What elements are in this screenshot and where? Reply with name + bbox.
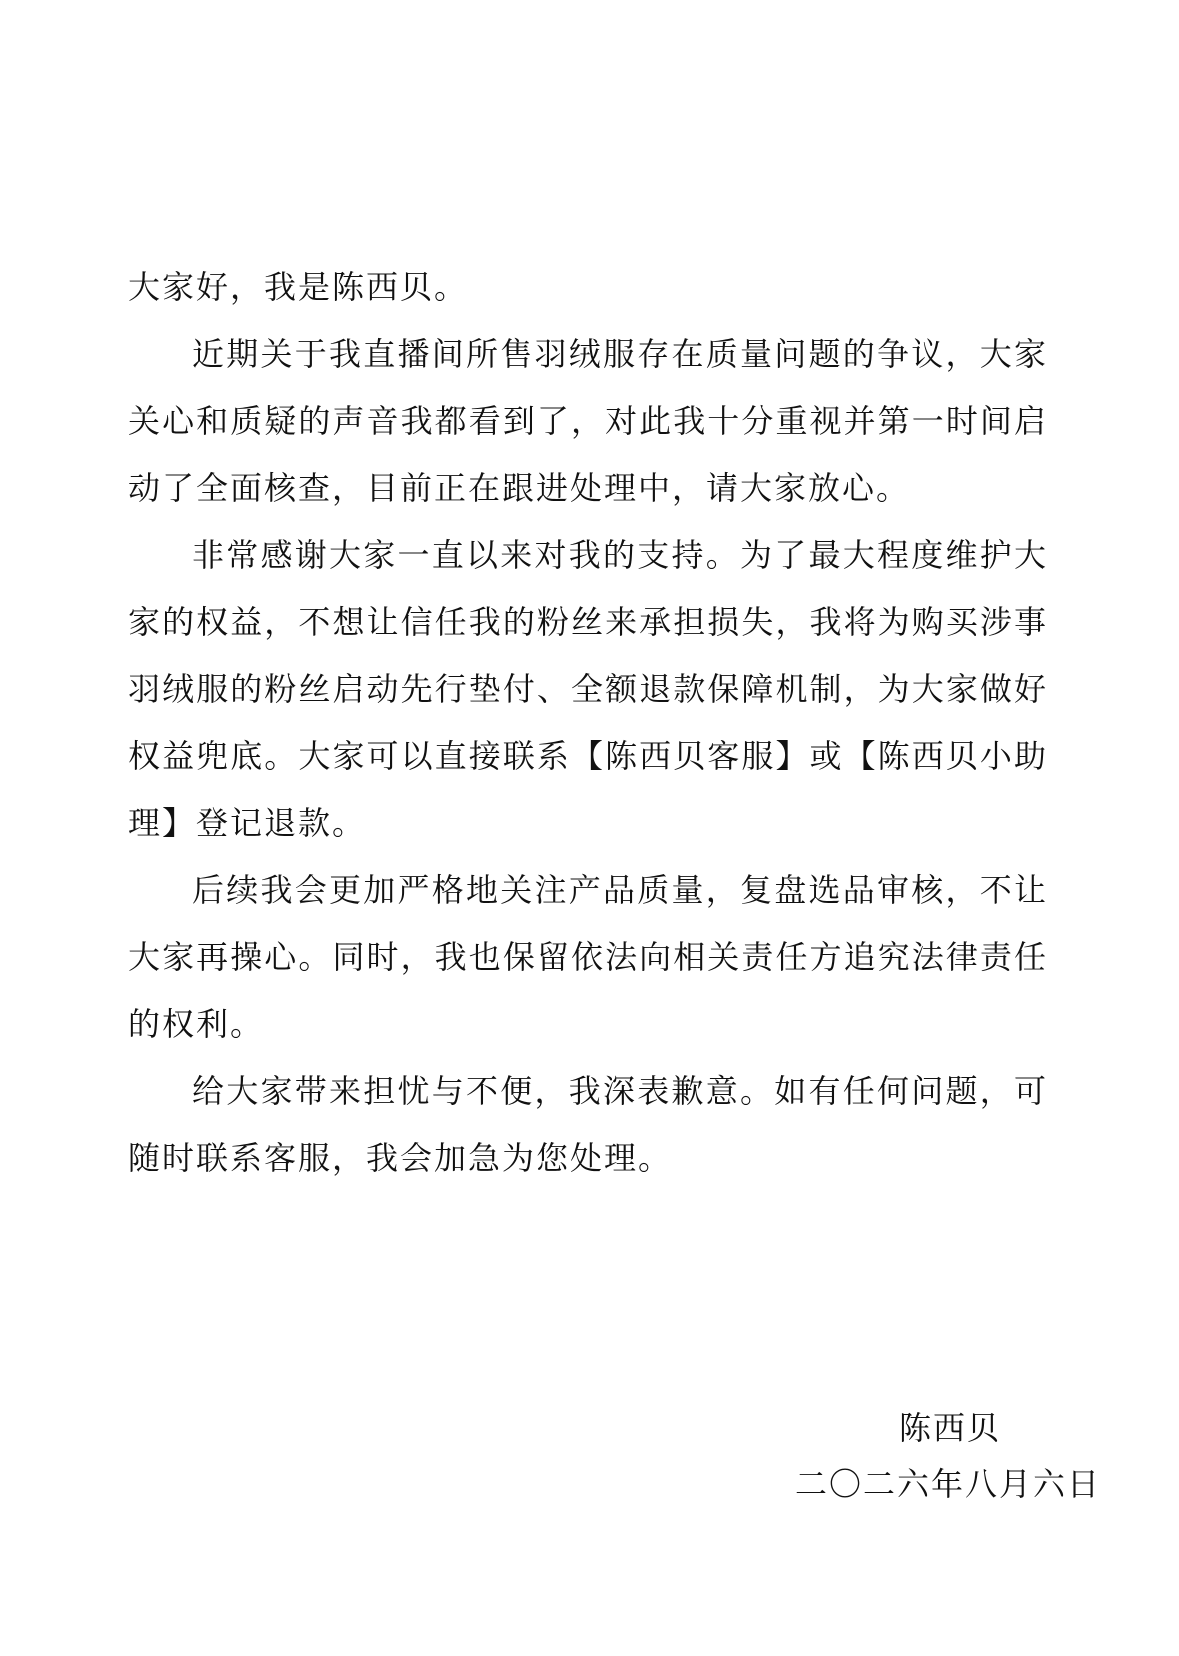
paragraph-4: 给大家带来担忧与不便，我深表歉意。如有任何问题，可随时联系客服，我会加急为您处理。 (128, 1072, 1048, 1177)
greeting: 大家好，我是陈西贝。 (128, 268, 469, 306)
signature-date: 二〇二六年八月六日 (794, 1465, 1101, 1503)
signature-name: 陈西贝 (898, 1409, 1001, 1447)
letter-body (128, 254, 1048, 1192)
paragraph-1: 近期关于我直播间所售羽绒服存在质量问题的争议，大家关心和质疑的声音我都看到了，对此我十分重视并第一时间启动了全面核查，目前正在跟进处理中，请大家放心。 (128, 335, 1048, 507)
paragraph-2: 非常感谢大家一直以来对我的支持。为了最大程度维护大家的权益，不想让信任我的粉丝来承担损失，我将为购买涉事羽绒服的粉丝启动先行垫付、全额退款保障机制，为大家做好权益兜底。大家可以直接联系【陈西贝客服】或【陈西贝小助理】登记退款。 (128, 536, 1048, 842)
signature-block (795, 1400, 1101, 1512)
paragraph-3: 后续我会更加严格地关注产品质量，复盘选品审核，不让大家再操心。同时，我也保留依法向相关责任方追究法律责任的权利。 (128, 871, 1048, 1043)
